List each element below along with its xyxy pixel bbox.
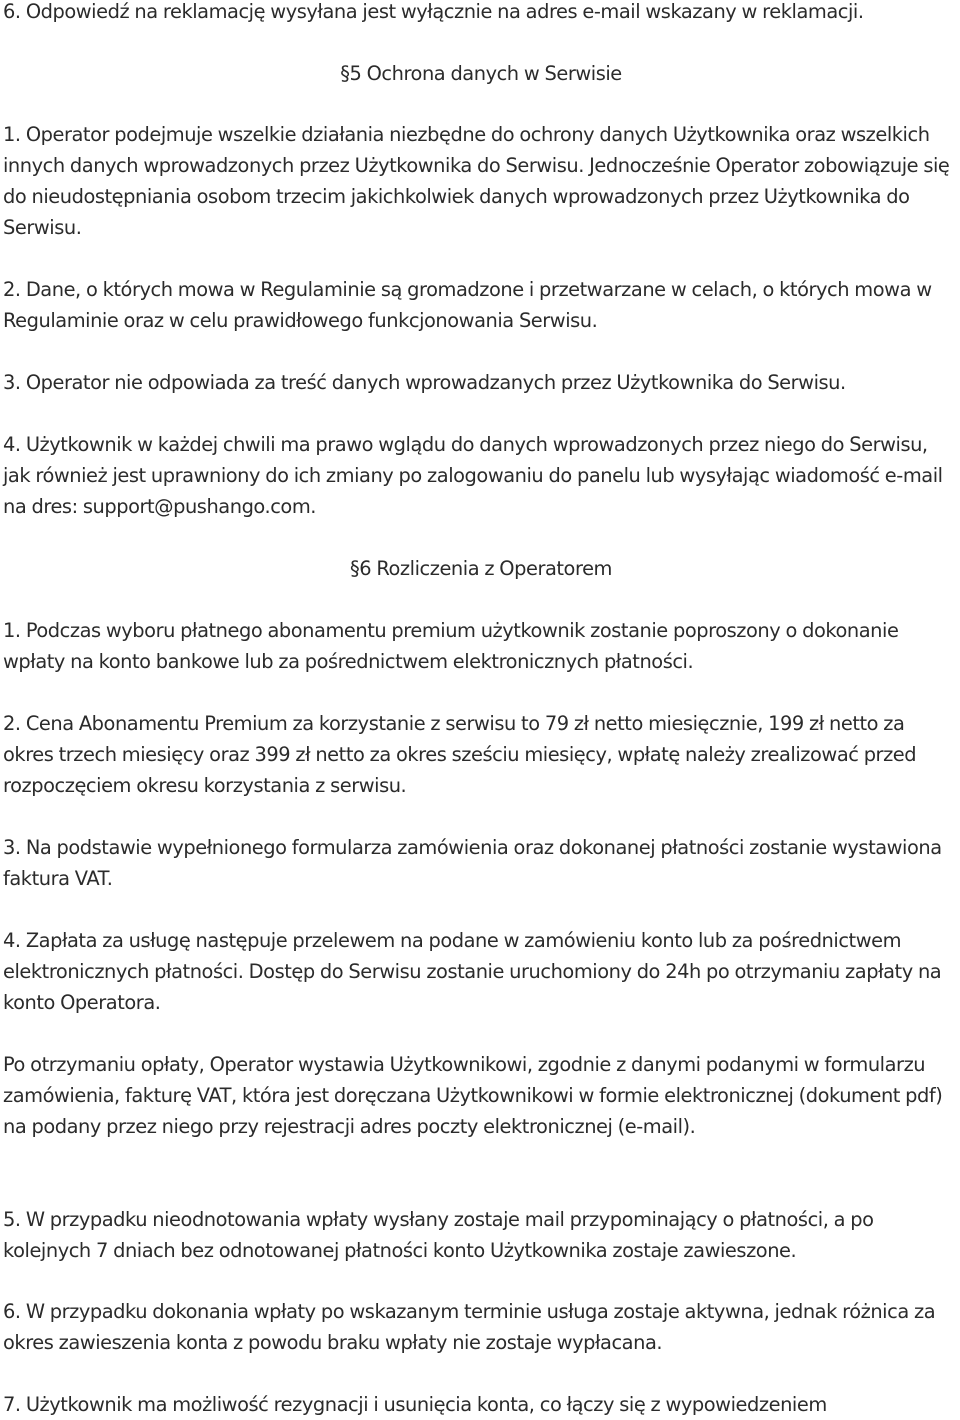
paragraph-settlements-2: 2. Cena Abonamentu Premium za korzystanie z serwisu to 79 zł netto miesięcznie, 199 zł netto za okres trzech miesięcy oraz 399 zł netto za okres sześciu miesięcy, wpłatę należy zrealizować przed rozpoczęciem okresu korzystania z serwisu. [3, 712, 917, 797]
paragraph-settlements-7: 7. Użytkownik ma możliwość rezygnacji i usunięcia konta, co łączy się z wypowiedzeniem [3, 1393, 827, 1416]
paragraph-settlements-1: 1. Podczas wyboru płatnego abonamentu premium użytkownik zostanie poproszony o dokonanie wpłaty na konto bankowe lub za pośrednictwem elektronicznych płatności. [3, 619, 899, 673]
paragraph-settlements-4: 4. Zapłata za usługę następuje przelewem na podane w zamówieniu konto lub za pośrednictwem elektronicznych płatności. Dostęp do Serwisu zostanie uruchomiony do 24h po otrzymaniu zapłaty na konto Operatora. [3, 929, 942, 1014]
section-heading-data-protection: §5 Ochrona danych w Serwisie [340, 62, 622, 85]
paragraph-data-protection-2: 2. Dane, o których mowa w Regulaminie są gromadzone i przetwarzane w celach, o których mowa w Regulaminie oraz w celu prawidłowego funkcjonowania Serwisu. [3, 278, 932, 332]
paragraph-complaint-reply: 6. Odpowiedź na reklamację wysyłana jest wyłącznie na adres e-mail wskazany w reklamacji. [3, 0, 864, 23]
paragraph-settlements-6: 6. W przypadku dokonania wpłaty po wskazanym terminie usługa zostaje aktywna, jednak różnica za okres zawieszenia konta z powodu braku wpłaty nie zostaje wypłacana. [3, 1300, 936, 1354]
paragraph-invoice: Po otrzymaniu opłaty, Operator wystawia Użytkownikowi, zgodnie z danymi podanymi w formularzu zamówienia, fakturę VAT, która jest doręczana Użytkownikowi w formie elektronicznej (dokument pdf) na podany przez niego przy rejestracji adres poczty elektronicznej (e-mail). [3, 1053, 943, 1138]
paragraph-data-protection-4: 4. Użytkownik w każdej chwili ma prawo wglądu do danych wprowadzonych przez niego do Serwisu, jak również jest uprawniony do ich zmiany po zalogowaniu do panelu lub wysyłając wiadomość e-mail na dres: support@pushango.com. [3, 433, 943, 518]
paragraph-data-protection-1: 1. Operator podejmuje wszelkie działania niezbędne do ochrony danych Użytkownika oraz wszelkich innych danych wprowadzonych przez Użytkownika do Serwisu. Jednocześnie Operator zobowiązuje się do nieudostępniania osobom trzecim jakichkolwiek danych wprowadzonych przez Użytkownika do Serwisu. [3, 123, 950, 239]
section-heading-settlements: §6 Rozliczenia z Operatorem [350, 557, 612, 580]
paragraph-settlements-3: 3. Na podstawie wypełnionego formularza zamówienia oraz dokonanej płatności zostanie wystawiona faktura VAT. [3, 836, 942, 890]
paragraph-settlements-5: 5. W przypadku nieodnotowania wpłaty wysłany zostaje mail przypominający o płatności, a po kolejnych 7 dniach bez odnotowanej płatności konto Użytkownika zostaje zawieszone. [3, 1208, 874, 1262]
paragraph-data-protection-3: 3. Operator nie odpowiada za treść danych wprowadzanych przez Użytkownika do Serwisu. [3, 371, 846, 394]
